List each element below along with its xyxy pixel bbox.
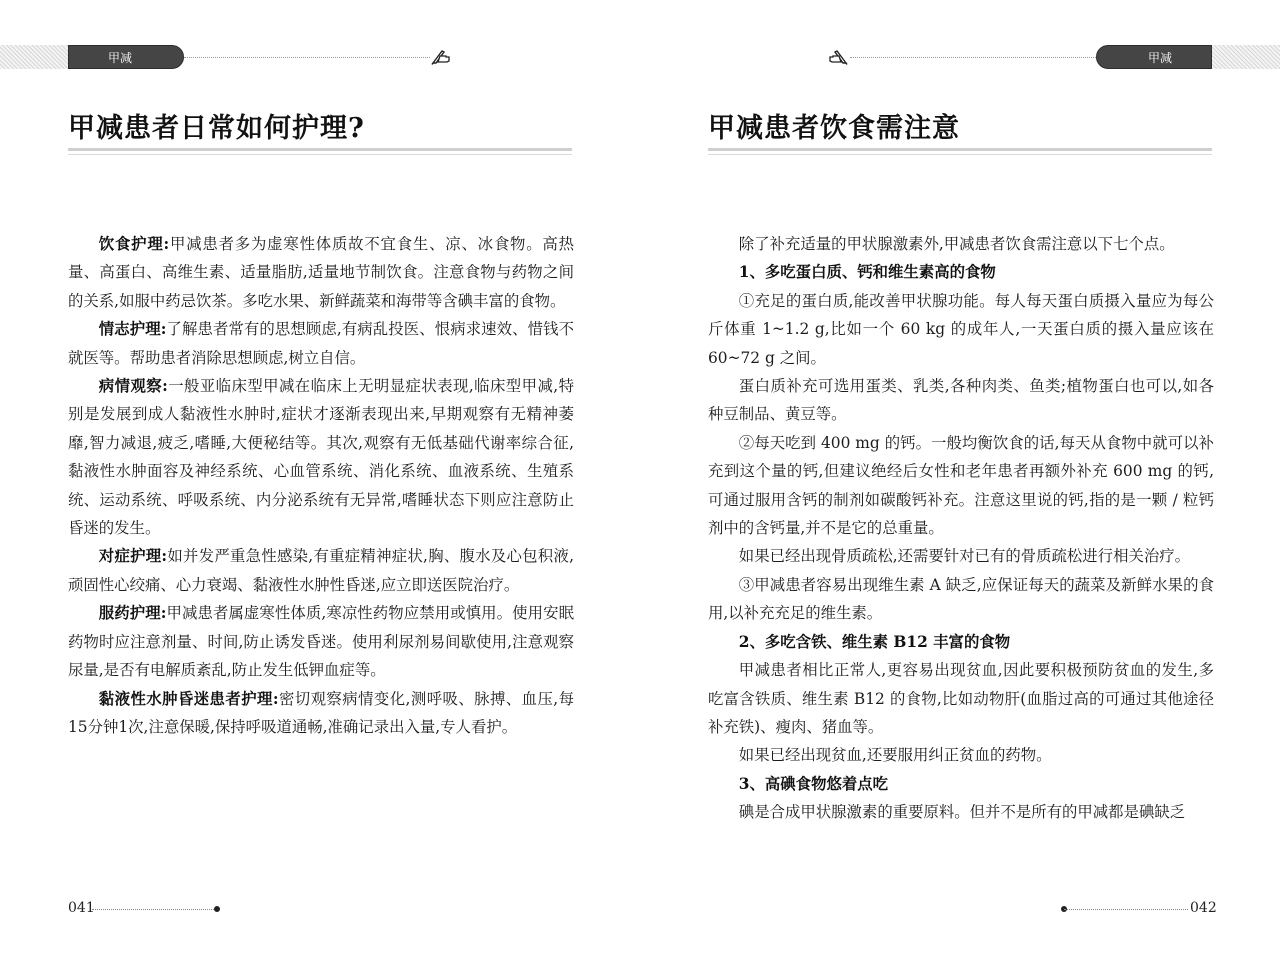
subheading-iodine: 3、高碘食物悠着点吃 [738,774,889,793]
chapter-tab: 甲减 [68,45,184,69]
section-lead: 病情观察: [98,377,168,396]
subheading-iron-b12: 2、多吃含铁、维生素 B12 丰富的食物 [738,632,1011,651]
paragraph-intro: 除了补充适量的甲状腺激素外,甲减患者饮食需注意以下七个点。 [738,235,1175,253]
section-text: 如并发严重急性感染,有重症精神症状,胸、腹水及心包积液,顽固性心绞痛、心力衰竭、黏液性水肿性昏迷,应立即送医院治疗。 [68,547,574,594]
body-text [708,230,1214,827]
header-dotted-rule [184,57,430,58]
paragraph-iodine: 碘是合成甲状腺激素的重要原料。但并不是所有的甲减都是碘缺乏 [738,803,1186,822]
section-lead: 情志护理: [98,320,167,339]
paragraph-calcium: ②每天吃到 400 mg 的钙。一般均衡饮食的话,每天从食物中就可以补充到这个量的钙,但建议绝经后女性和老年患者再额外补充 600 mg 的钙,可通过服用含钙的制剂如碳酸钙补充。注意这里说的钙,指的是一颗 / 粒钙剂中的含钙量,并不是它的总重量。 [708,433,1214,538]
paragraph-protein-sources: 蛋白质补充可选用蛋类、乳类,各种肉类、鱼类;植物蛋白也可以,如各种豆制品、黄豆等。 [708,377,1214,424]
section-text: 甲减患者多为虚寒性体质故不宜食生、凉、冰食物。高热量、高蛋白、高维生素、适量脂肪,适量地节制饮食。注意食物与药物之间的关系,如服中药忌饮茶。多吃水果、新鲜蔬菜和海带等含碘丰富的食物。 [68,235,574,310]
paragraph-vitamin-a: ③甲减患者容易出现维生素 A 缺乏,应保证每天的蔬菜及新鲜水果的食用,以补充充足的维生素。 [708,575,1214,623]
footer-dot [214,906,220,912]
writing-hand-icon [828,47,848,65]
section-text: 了解患者常有的思想顾虑,有病乱投医、恨病求速效、惜钱不就医等。帮助患者消除思想顾虑,树立自信。 [68,320,574,367]
subheading-protein-calcium-vitamins: 1、多吃蛋白质、钙和维生素高的食物 [738,263,996,282]
header-hatch-decoration [1212,45,1280,69]
section-text: 甲减患者属虚寒性体质,寒凉性药物应禁用或慎用。使用安眠药物时应注意剂量、时间,防止诱发昏迷。使用利尿剂易间歇使用,注意观察尿量,是否有电解质紊乱,防止发生低钾血症等。 [68,604,574,680]
section-text: 一般亚临床型甲减在临床上无明显症状表现,临床型甲减,特别是发展到成人黏液性水肿时,症状才逐渐表现出来,早期观察有无精神萎靡,智力减退,疲乏,嗜睡,大便秘结等。其次,观察有无低基础代谢率综合征,黏液性水肿面容及神经系统、心血管系统、消化系统、血液系统、生殖系统、运动系统、呼吸系统、内分泌系统有无异常,嗜睡状态下则应注意防止昏迷的发生。 [68,377,574,538]
header-hatch-decoration [0,45,68,69]
right-page [640,0,1280,960]
page-title: 甲减患者饮食需注意 [708,113,960,144]
paragraph-protein: ①充足的蛋白质,能改善甲状腺功能。每人每天蛋白质摄入量应为每公斤体重 1~1.2 g,比如一个 60 kg 的成年人,一天蛋白质的摄入量应该在 60~72 g 之间。 [708,291,1214,367]
paragraph-osteoporosis: 如果已经出现骨质疏松,还需要针对已有的骨质疏松进行相关治疗。 [738,547,1191,566]
paragraph-emotional-care [68,315,574,372]
page-number: 041 [68,900,95,916]
footer-dotted-rule [92,909,216,910]
section-text: 密切观察病情变化,测呼吸、脉搏、血压,每15分钟1次,注意保暖,保持呼吸道通畅,准确记录出入量,专人看护。 [68,689,574,736]
paragraph-anemia: 甲减患者相比正常人,更容易出现贫血,因此要积极预防贫血的发生,多吃富含铁质、维生素 B12 的食物,比如动物肝(血脂过高的可通过其他途径补充铁)、瘦肉、猪血等。 [708,661,1214,736]
paragraph-diet-care [68,230,574,315]
writing-hand-icon [431,47,451,65]
title-underline [68,148,572,155]
paragraph-condition-observation [68,372,574,542]
page-number: 042 [1190,900,1217,916]
page-title: 甲减患者日常如何护理? [68,113,365,144]
section-lead: 服药护理: [98,604,167,623]
paragraph-symptomatic-care [68,542,574,599]
section-lead: 黏液性水肿昏迷患者护理: [98,689,279,708]
footer-dotted-rule [1064,909,1188,910]
title-underline [708,148,1212,155]
paragraph-anemia-treatment: 如果已经出现贫血,还要服用纠正贫血的药物。 [738,746,1052,765]
paragraph-myxedema-coma-care [68,685,574,742]
paragraph-medication-care [68,599,574,684]
header-dotted-rule [850,57,1096,58]
section-lead: 饮食护理: [98,235,170,253]
body-text [68,230,574,741]
section-lead: 对症护理: [98,547,168,566]
chapter-tab: 甲减 [1096,45,1212,69]
